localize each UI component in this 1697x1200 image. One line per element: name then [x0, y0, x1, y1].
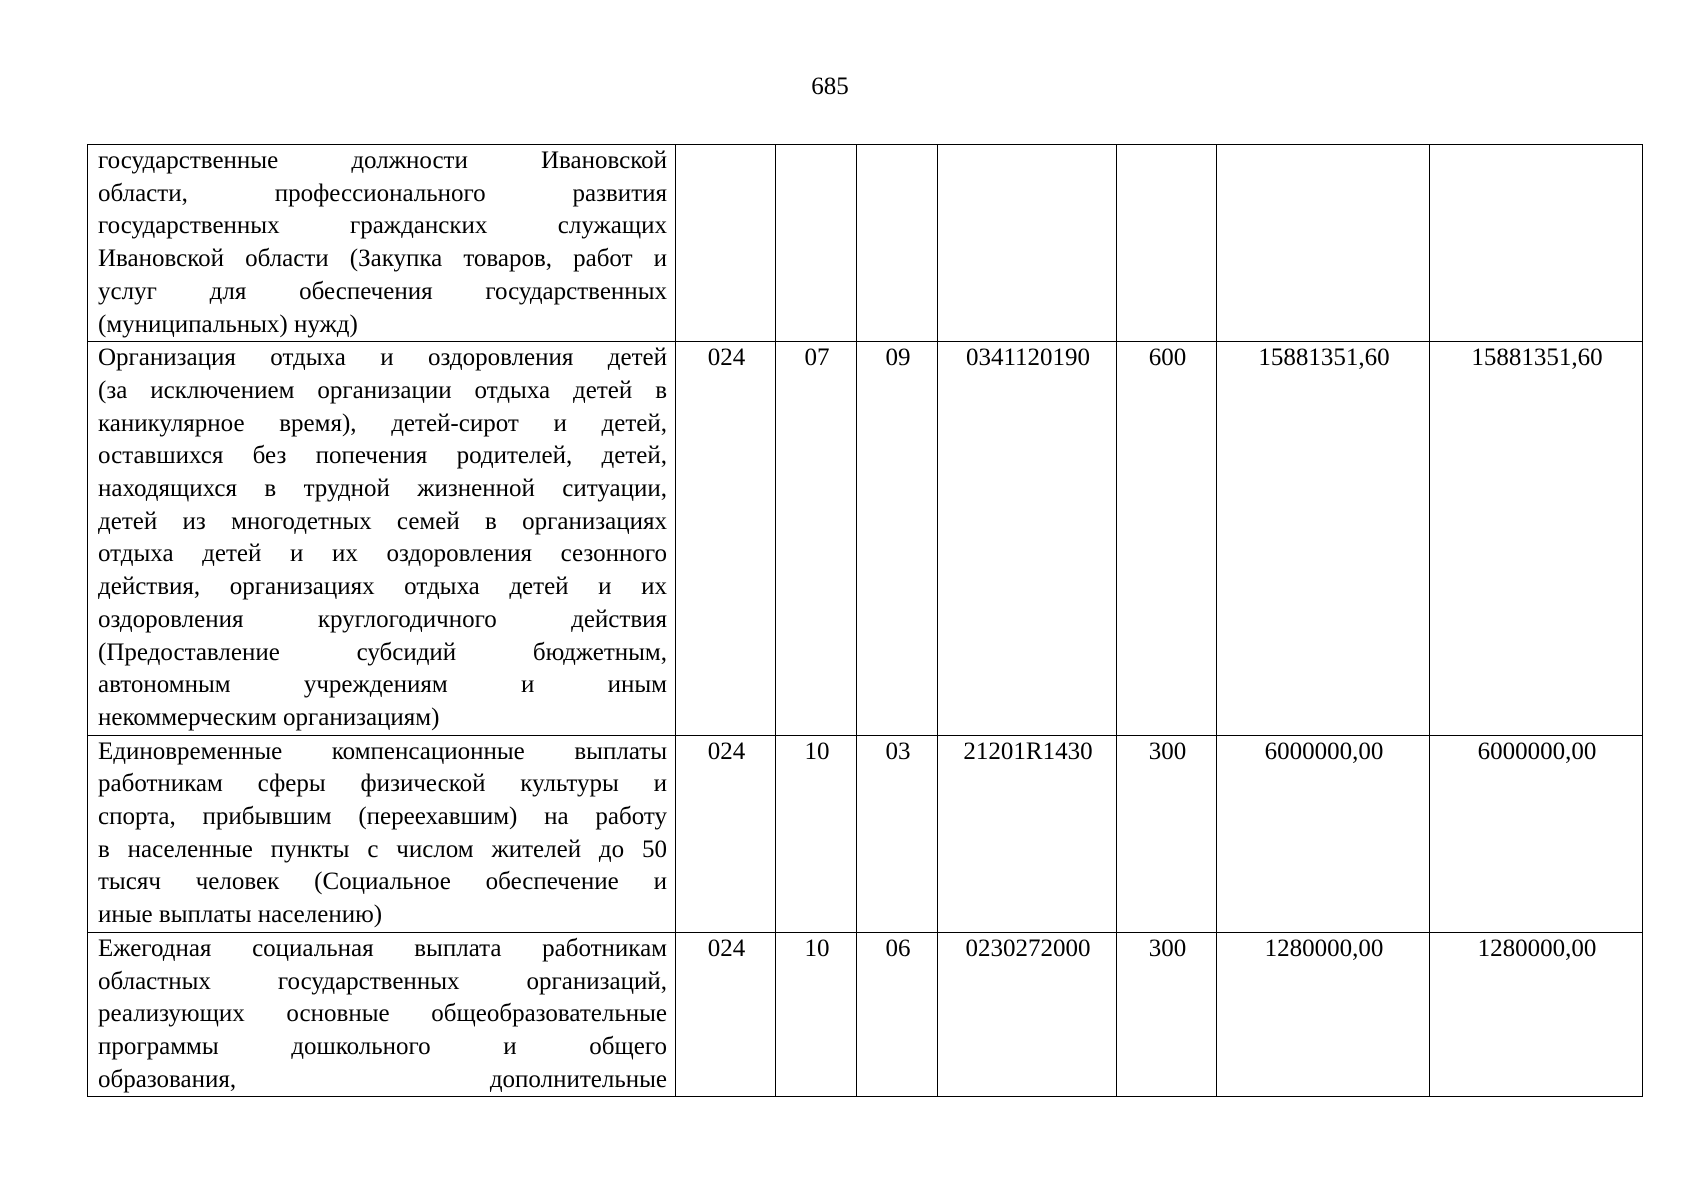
description-line: оздоровления круглогодичного действия: [98, 605, 667, 633]
amount-cell-1: 1280000,00: [1217, 932, 1430, 1097]
expense-type-cell: 300: [1117, 735, 1217, 932]
section-code-cell: 07: [776, 342, 857, 735]
target-article-cell: 21201R1430: [938, 735, 1117, 932]
table-row: [88, 932, 1643, 1097]
grbs-code-cell: [676, 145, 776, 342]
budget-table: [87, 144, 1643, 1097]
expense-type-cell: 300: [1117, 932, 1217, 1097]
description-line: Ежегодная социальная выплата работникам: [98, 934, 667, 962]
grbs-code-cell: 024: [676, 342, 776, 735]
target-article-cell: 0230272000: [938, 932, 1117, 1097]
description-line: Организация отдыха и оздоровления детей: [98, 344, 667, 372]
target-article-cell: [938, 145, 1117, 342]
description-line: образования, дополнительные: [98, 1065, 667, 1093]
target-article-cell: 0341120190: [938, 342, 1117, 735]
description-line: области, профессионального развития: [98, 179, 667, 207]
description-line: детей из многодетных семей в организациях: [98, 507, 667, 535]
description-line: действия, организациях отдыха детей и их: [98, 573, 667, 601]
description-line: находящихся в трудной жизненной ситуации,: [98, 475, 667, 503]
subsection-code-cell: 09: [857, 342, 938, 735]
description-line: (Предоставление субсидий бюджетным,: [98, 638, 667, 666]
subsection-code-cell: 06: [857, 932, 938, 1097]
row-description: [88, 145, 676, 342]
description-line: программы дошкольного и общего: [98, 1032, 667, 1060]
description-line: отдыха детей и их оздоровления сезонного: [98, 540, 667, 568]
grbs-code-cell: 024: [676, 932, 776, 1097]
description-line: услуг для обеспечения государственных: [98, 277, 667, 305]
description-line: государственные должности Ивановской: [98, 147, 667, 174]
description-line: Ивановской области (Закупка товаров, работ и: [98, 245, 667, 273]
amount-cell-2: 1280000,00: [1430, 932, 1643, 1097]
description-line: Единовременные компенсационные выплаты: [98, 737, 667, 765]
table-row: [88, 342, 1643, 735]
description-line: реализующих основные общеобразовательные: [98, 1000, 667, 1028]
description-line: каникулярное время), детей-сирот и детей,: [98, 409, 667, 437]
description-line: оставшихся без попечения родителей, детей,: [98, 442, 667, 470]
description-line: в населенные пункты с числом жителей до 50: [98, 835, 667, 863]
subsection-code-cell: 03: [857, 735, 938, 932]
description-line: тысяч человек (Социальное обеспечение и: [98, 868, 667, 896]
amount-cell-2: 6000000,00: [1430, 735, 1643, 932]
expense-type-cell: [1117, 145, 1217, 342]
subsection-code-cell: [857, 145, 938, 342]
grbs-code-cell: 024: [676, 735, 776, 932]
expense-type-cell: 600: [1117, 342, 1217, 735]
amount-cell-1: [1217, 145, 1430, 342]
section-code-cell: [776, 145, 857, 342]
amount-cell-2: 15881351,60: [1430, 342, 1643, 735]
description-line: работникам сферы физической культуры и: [98, 770, 667, 798]
description-line: некоммерческим организациям): [98, 703, 440, 731]
description-line: (муниципальных) нужд): [98, 310, 358, 338]
amount-cell-1: 6000000,00: [1217, 735, 1430, 932]
page-number: 685: [811, 73, 849, 100]
table-row: [88, 735, 1643, 932]
description-line: иные выплаты населению): [98, 901, 383, 929]
description-line: областных государственных организаций,: [98, 967, 667, 995]
amount-cell-1: 15881351,60: [1217, 342, 1430, 735]
row-description: [88, 735, 676, 932]
section-code-cell: 10: [776, 932, 857, 1097]
row-description: [88, 342, 676, 735]
description-line: (за исключением организации отдыха детей в: [98, 376, 667, 404]
row-description: [88, 932, 676, 1097]
amount-cell-2: [1430, 145, 1643, 342]
section-code-cell: 10: [776, 735, 857, 932]
description-line: государственных гражданских служащих: [98, 212, 667, 240]
description-line: спорта, прибывшим (переехавшим) на работу: [98, 803, 667, 831]
description-line: автономным учреждениям и иным: [98, 671, 667, 699]
table-row: [88, 145, 1643, 342]
